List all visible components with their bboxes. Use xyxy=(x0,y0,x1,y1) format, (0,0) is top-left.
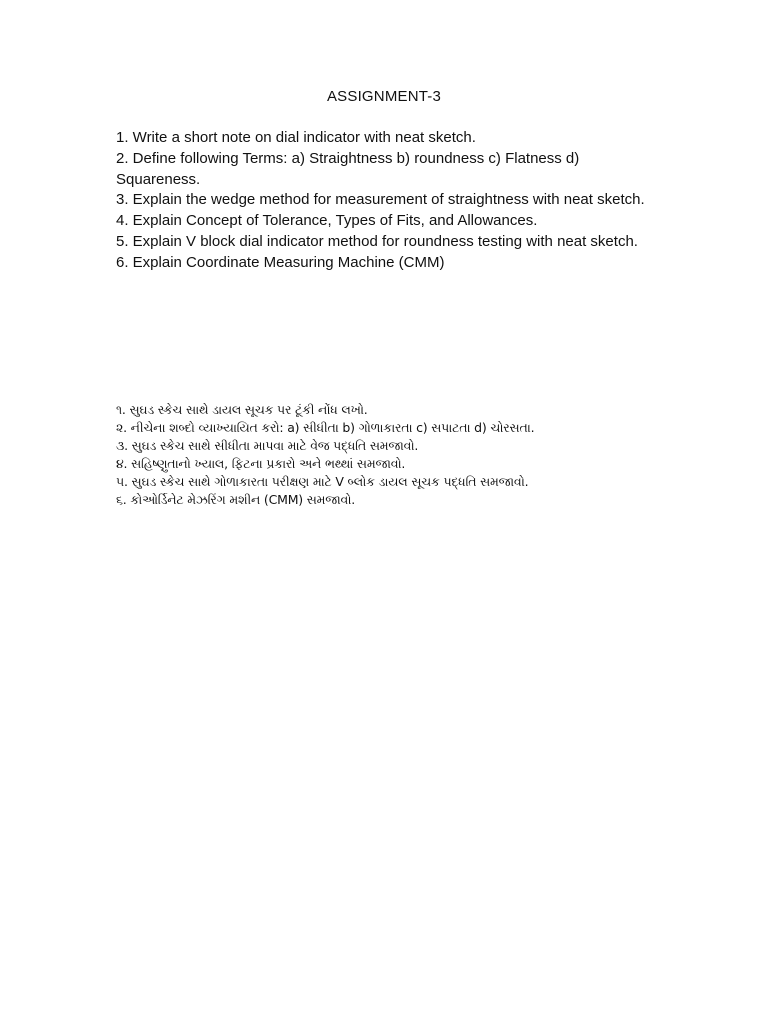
english-question-1: 1. Write a short note on dial indicator with neat sketch. xyxy=(116,129,476,146)
english-question-2: 2. Define following Terms: a) Straightness b) roundness c) Flatness d) Squareness. xyxy=(116,149,580,188)
english-question-list xyxy=(116,128,656,274)
gujarati-question-5: ૫. સુઘડ સ્કેચ સાથે ગોળાકારતા પરીક્ષણ માટે V બ્લોક ડાયલ સૂચક પદ્ધતિ સમજાવો. xyxy=(116,474,529,489)
english-question-3: 3. Explain the wedge method for measurement of straightness with neat sketch. xyxy=(116,191,645,209)
gujarati-question-2: ૨. નીચેના શબ્દો વ્યાખ્યાયિત કરો: a) સીધીતા b) ગોળાકારતા c) સપાટતા d) ચોરસતા. xyxy=(116,420,535,435)
english-question-5: 5. Explain V block dial indicator method for roundness testing with neat sketch. xyxy=(116,232,638,250)
gujarati-question-3: ૩. સુઘડ સ્કેચ સાથે સીધીતા માપવા માટે વેજ પદ્ધતિ સમજાવો. xyxy=(116,438,419,453)
gujarati-question-4: ૪. સહિષ્ણુતાનો ખ્યાલ, ફિટના પ્રકારો અને ભથ્થાં સમજાવો. xyxy=(116,456,406,471)
english-question-4: 4. Explain Concept of Tolerance, Types of Fits, and Allowances. xyxy=(116,212,538,230)
gujarati-question-list xyxy=(116,401,676,509)
assignment-title: ASSIGNMENT-3 xyxy=(326,88,442,105)
gujarati-question-1: ૧. સુઘડ સ્કેચ સાથે ડાયલ સૂચક પર ટૂંકી નોંધ લખો. xyxy=(116,402,368,417)
gujarati-question-6: ૬. કોઓર્ડિનેટ મેઝરિંગ મશીન (CMM) સમજાવો. xyxy=(116,492,356,507)
english-question-6: 6. Explain Coordinate Measuring Machine (CMM) xyxy=(116,253,445,271)
